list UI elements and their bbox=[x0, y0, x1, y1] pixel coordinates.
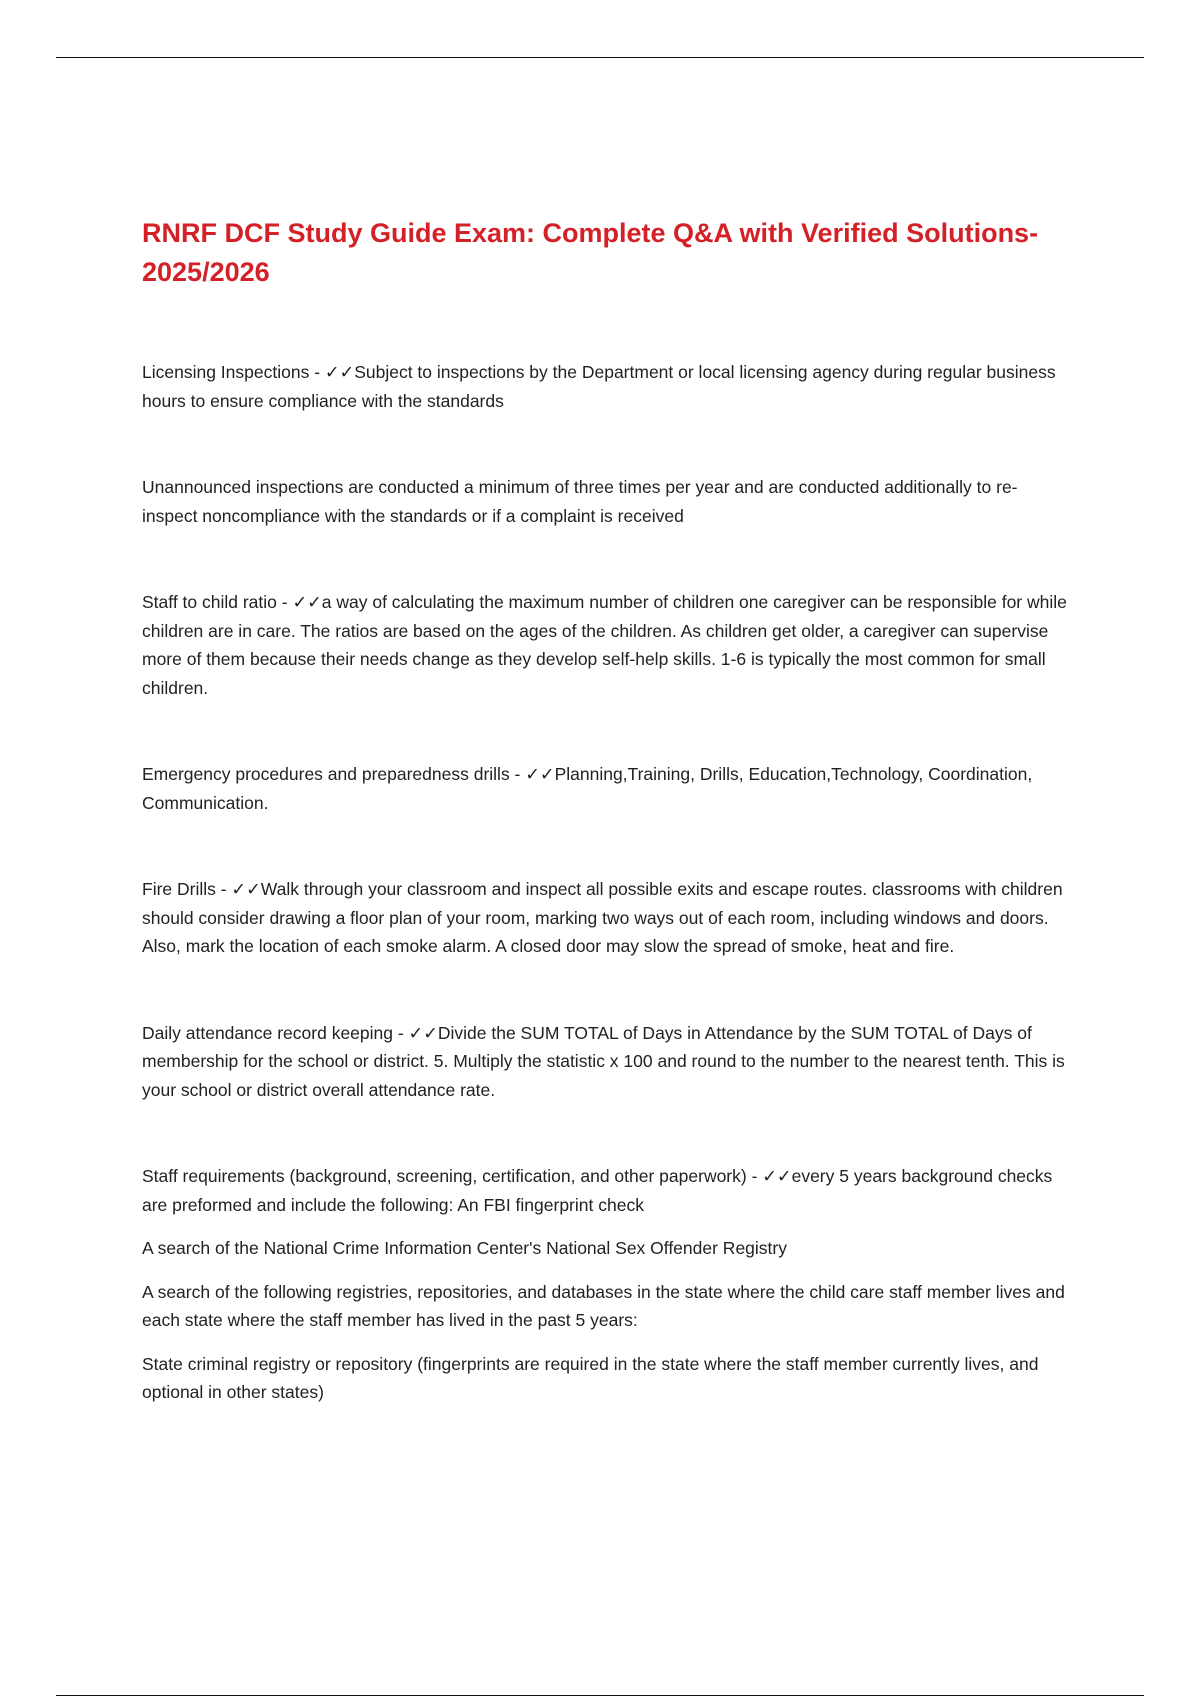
bottom-rule bbox=[56, 1695, 1144, 1696]
document-body bbox=[142, 214, 1072, 1407]
qa-fire-drills: Fire Drills - ✓✓Walk through your classroom and inspect all possible exits and escape routes. classrooms with children should consider drawing a floor plan of your room, marking two ways out of each room, including windows and doors. Also, mark the location of each smoke alarm. A closed door may slow the spread of smoke, heat and fire. bbox=[142, 879, 1063, 956]
top-rule bbox=[56, 57, 1144, 58]
qa-unannounced-inspections: Unannounced inspections are conducted a minimum of three times per year and are conducted additionally to re-inspect noncompliance with the standards or if a complaint is received bbox=[142, 477, 1018, 526]
qa-staff-child-ratio: Staff to child ratio - ✓✓a way of calculating the maximum number of children one caregiver can be responsible for while children are in care. The ratios are based on the ages of the children. As children get older, a caregiver can supervise more of them because their needs change as they develop self-help skills. 1-6 is typically the most common for small children. bbox=[142, 592, 1067, 698]
document-title: RNRF DCF Study Guide Exam: Complete Q&A with Verified Solutions- 2025/2026 bbox=[142, 218, 1039, 287]
qa-state-criminal-registry: State criminal registry or repository (fingerprints are required in the state where the staff member currently lives, and optional in other states) bbox=[142, 1353, 1039, 1402]
qa-sex-offender-registry: A search of the National Crime Information Center's National Sex Offender Registry bbox=[142, 1238, 787, 1258]
qa-emergency-procedures: Emergency procedures and preparedness drills - ✓✓Planning,Training, Drills, Education,Technology, Coordination, Communication. bbox=[142, 764, 1033, 813]
qa-licensing-inspections: Licensing Inspections - ✓✓Subject to inspections by the Department or local licensing agency during regular business hours to ensure compliance with the standards bbox=[142, 362, 1056, 411]
qa-staff-requirements: Staff requirements (background, screening, certification, and other paperwork) - ✓✓every 5 years background checks are preformed and include the following: An FBI fingerprint check bbox=[142, 1166, 1053, 1215]
qa-state-registries: A search of the following registries, repositories, and databases in the state where the child care staff member lives and each state where the staff member has lived in the past 5 years: bbox=[142, 1281, 1065, 1330]
qa-daily-attendance: Daily attendance record keeping - ✓✓Divide the SUM TOTAL of Days in Attendance by the SUM TOTAL of Days of membership for the school or district. 5. Multiply the statistic x 100 and round to the number to the nearest tenth. This is your school or district overall attendance rate. bbox=[142, 1022, 1065, 1100]
